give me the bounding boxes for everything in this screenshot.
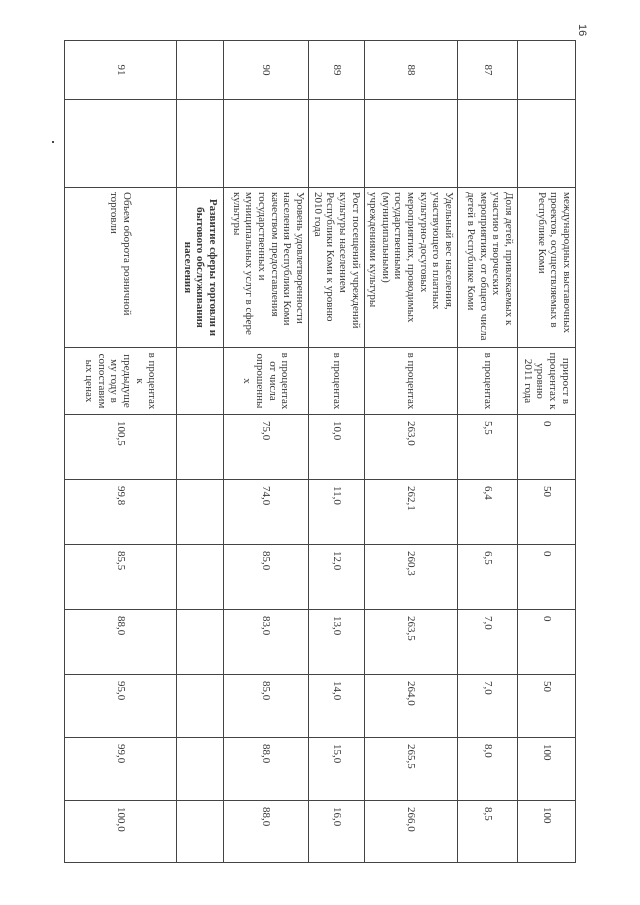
value-cell: 8,5 <box>458 801 518 863</box>
row-spacer <box>458 100 518 188</box>
indicator-cell: Доля детей, привлекаемых к участию в творческих мероприятиях, от общего числа детей в Республике Коми <box>458 188 518 348</box>
value-cell: 88,0 <box>64 610 176 675</box>
value-cell: 263,5 <box>364 610 457 675</box>
value-cell: 74,0 <box>223 480 308 545</box>
table-row <box>518 41 576 863</box>
indicator-cell: Объем оборота розничной торговли <box>64 188 176 348</box>
value-cell: 266,0 <box>364 801 457 863</box>
value-cell: 6,5 <box>458 545 518 610</box>
value-cell: 99,0 <box>64 738 176 801</box>
unit-cell: прирост в процентах к уровню 2011 года <box>518 348 576 415</box>
indicator-cell: Рост посещений учреждений культуры населением Республики Коми к уровню 2010 года <box>308 188 364 348</box>
value-cell: 100,0 <box>64 801 176 863</box>
row-spacer <box>364 100 457 188</box>
value-cell: 83,0 <box>223 610 308 675</box>
table-row <box>223 41 308 863</box>
row-number: 90 <box>223 41 308 100</box>
value-cell: 14,0 <box>308 675 364 738</box>
indicator-cell: Удельный вес населения, участвующего в платных культурно-досуговых мероприятиях, проводимых государственными (муниципальными) учреждениями культуры <box>364 188 457 348</box>
value-cell: 262,1 <box>364 480 457 545</box>
table-row <box>364 41 457 863</box>
row-number: 87 <box>458 41 518 100</box>
row-spacer <box>223 100 308 188</box>
unit-cell: в процентах <box>364 348 457 415</box>
row-spacer <box>518 100 576 188</box>
value-cell <box>176 545 223 610</box>
value-cell <box>176 480 223 545</box>
table-row <box>458 41 518 863</box>
value-cell: 264,0 <box>364 675 457 738</box>
value-cell: 100 <box>518 801 576 863</box>
value-cell: 85,0 <box>223 545 308 610</box>
value-cell <box>176 610 223 675</box>
indicator-cell: Уровень удовлетворенности населения Республики Коми качеством предоставления государственных и муниципальных услуг в сфере культуры <box>223 188 308 348</box>
row-spacer <box>176 100 223 188</box>
table-row <box>308 41 364 863</box>
rotated-table-container <box>68 40 576 862</box>
value-cell <box>176 738 223 801</box>
value-cell: 50 <box>518 675 576 738</box>
value-cell: 7,0 <box>458 610 518 675</box>
value-cell: 0 <box>518 545 576 610</box>
value-cell: 8,0 <box>458 738 518 801</box>
indicator-cell: международных выставочных проектов, осуществляемых в Республике Коми <box>518 188 576 348</box>
row-spacer <box>308 100 364 188</box>
row-number <box>518 41 576 100</box>
row-number <box>176 41 223 100</box>
value-cell: 0 <box>518 415 576 480</box>
value-cell <box>176 675 223 738</box>
row-number: 91 <box>64 41 176 100</box>
row-number: 88 <box>364 41 457 100</box>
page-number: 16 <box>576 24 588 37</box>
value-cell <box>176 801 223 863</box>
unit-cell: в процентах от числа опрошенных <box>223 348 308 415</box>
value-cell: 100,5 <box>64 415 176 480</box>
value-cell: 265,5 <box>364 738 457 801</box>
value-cell: 0 <box>518 610 576 675</box>
value-cell: 5,5 <box>458 415 518 480</box>
table-row <box>64 41 176 863</box>
value-cell: 88,0 <box>223 738 308 801</box>
value-cell: 95,0 <box>64 675 176 738</box>
table-row-section <box>176 41 223 863</box>
value-cell: 75,0 <box>223 415 308 480</box>
value-cell: 10,0 <box>308 415 364 480</box>
scan-speck <box>52 141 54 143</box>
value-cell: 85,0 <box>223 675 308 738</box>
value-cell: 15,0 <box>308 738 364 801</box>
row-number: 89 <box>308 41 364 100</box>
unit-cell <box>176 348 223 415</box>
value-cell: 11,0 <box>308 480 364 545</box>
value-cell <box>176 415 223 480</box>
value-cell: 260,3 <box>364 545 457 610</box>
value-cell: 100 <box>518 738 576 801</box>
indicators-table <box>64 40 576 863</box>
unit-cell: в процентах к предыдущему году в сопоставимых ценах <box>64 348 176 415</box>
value-cell: 6,4 <box>458 480 518 545</box>
value-cell: 85,5 <box>64 545 176 610</box>
value-cell: 7,0 <box>458 675 518 738</box>
value-cell: 50 <box>518 480 576 545</box>
row-spacer <box>64 100 176 188</box>
value-cell: 263,0 <box>364 415 457 480</box>
value-cell: 16,0 <box>308 801 364 863</box>
value-cell: 88,0 <box>223 801 308 863</box>
unit-cell: в процентах <box>308 348 364 415</box>
section-heading: Развитие сферы торговли и бытового обслуживания населения <box>176 188 223 348</box>
value-cell: 13,0 <box>308 610 364 675</box>
unit-cell: в процентах <box>458 348 518 415</box>
value-cell: 12,0 <box>308 545 364 610</box>
value-cell: 99,8 <box>64 480 176 545</box>
